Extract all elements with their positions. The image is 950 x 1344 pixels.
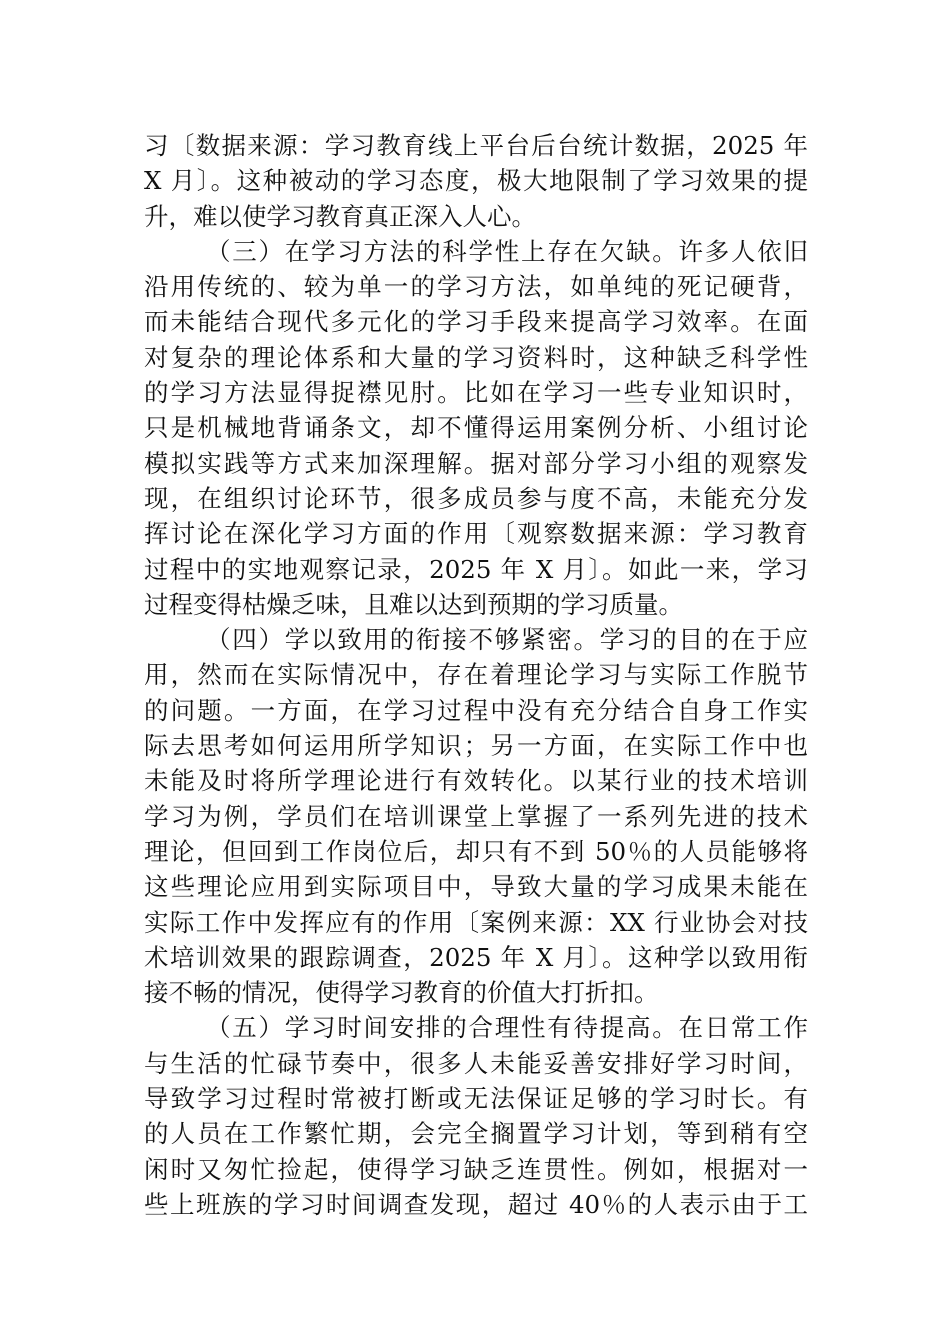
text-line: 闲时又匆忙捡起，使得学习缺乏连贯性。例如，根据对一 (144, 1154, 808, 1184)
paragraph-first-line: （四）学以致用的衔接不够紧密。学习的目的在于应 (206, 625, 808, 655)
text-line: 只是机械地背诵条文，却不懂得运用案例分析、小组讨论 (144, 413, 808, 443)
text-line: 过程中的实地观察记录，2025 年 X 月〕。如此一来，学习 (144, 554, 808, 584)
text-line: 理论，但回到工作岗位后，却只有不到 50％的人员能够将 (144, 836, 808, 866)
text-line: 术培训效果的跟踪调查，2025 年 X 月〕。这种学以致用衔 (144, 942, 808, 972)
paragraph-last-line: 接不畅的情况，使得学习教育的价值大打折扣。 (144, 978, 659, 1008)
text-line: 导致学习过程时常被打断或无法保证足够的学习时长。有 (144, 1084, 808, 1114)
text-line: 这些理论应用到实际项目中，导致大量的学习成果未能在 (144, 872, 808, 902)
text-line: 对复杂的理论体系和大量的学习资料时，这种缺乏科学性 (144, 342, 808, 372)
text-line: 与生活的忙碌节奏中，很多人未能妥善安排好学习时间， (144, 1048, 808, 1078)
paragraph-last-line: 升，难以使学习教育真正深入人心。 (144, 201, 536, 231)
text-line: 现，在组织讨论环节，很多成员参与度不高，未能充分发 (144, 483, 808, 513)
paragraph-first-line: （三）在学习方法的科学性上存在欠缺。许多人依旧 (206, 236, 808, 266)
text-line: 用，然而在实际情况中，存在着理论学习与实际工作脱节 (144, 660, 808, 690)
text-line: 挥讨论在深化学习方面的作用〔观察数据来源：学习教育 (144, 519, 808, 549)
document-body (144, 128, 808, 1222)
text-line: 际去思考如何运用所学知识；另一方面，在实际工作中也 (144, 731, 808, 761)
text-line: 习〔数据来源：学习教育线上平台后台统计数据，2025 年 (144, 131, 808, 160)
text-line: 未能及时将所学理论进行有效转化。以某行业的技术培训 (144, 766, 808, 796)
text-line: 而未能结合现代多元化的学习手段来提高学习效率。在面 (144, 307, 808, 337)
text-line: 的人员在工作繁忙期，会完全搁置学习计划，等到稍有空 (144, 1119, 808, 1149)
text-line: 实际工作中发挥应有的作用〔案例来源：XX 行业协会对技 (144, 907, 808, 937)
text-line: 沿用传统的、较为单一的学习方法，如单纯的死记硬背， (144, 272, 808, 302)
text-line: 的学习方法显得捉襟见肘。比如在学习一些专业知识时， (144, 378, 808, 408)
text-line: X 月〕。这种被动的学习态度，极大地限制了学习效果的提 (144, 166, 808, 196)
text-line: 些上班族的学习时间调查发现，超过 40％的人表示由于工 (144, 1189, 808, 1219)
paragraph-last-line: 过程变得枯燥乏味，且难以达到预期的学习质量。 (144, 589, 683, 619)
paragraph-first-line: （五）学习时间安排的合理性有待提高。在日常工作 (206, 1013, 808, 1043)
text-line: 模拟实践等方式来加深理解。据对部分学习小组的观察发 (144, 448, 808, 478)
text-line: 学习为例，学员们在培训课堂上掌握了一系列先进的技术 (144, 801, 808, 831)
text-line: 的问题。一方面，在学习过程中没有充分结合自身工作实 (144, 695, 808, 725)
